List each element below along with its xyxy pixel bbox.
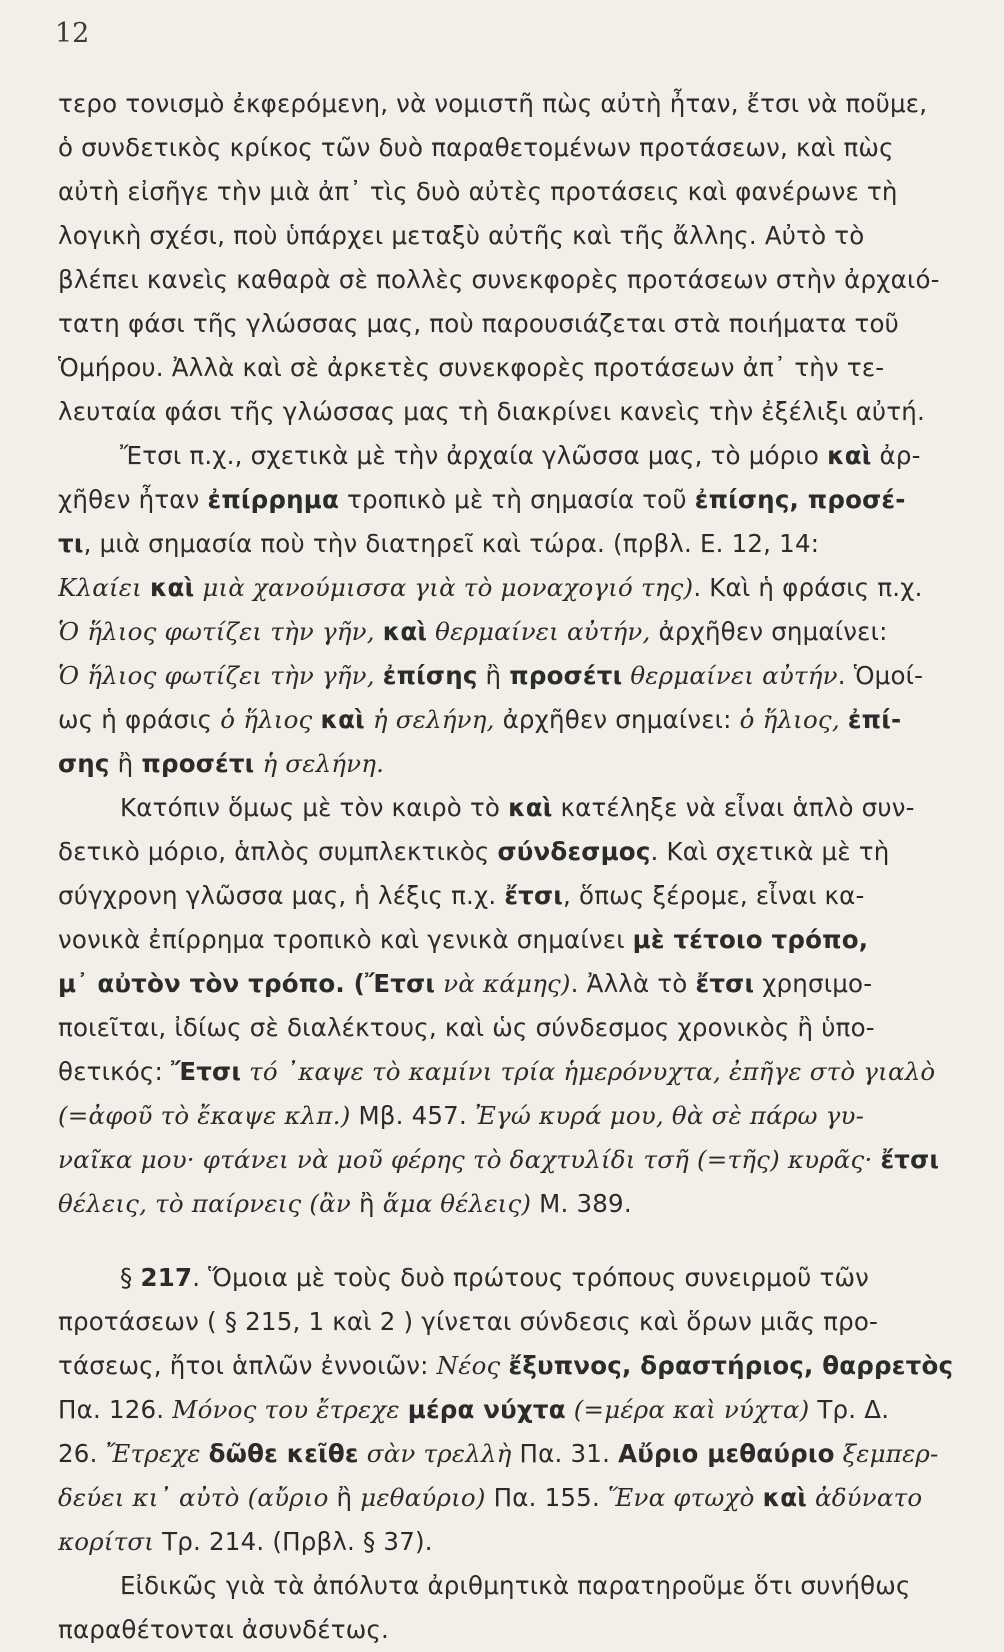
text-line: σης ἢ προσέτι ἡ σελήνη. <box>58 749 385 778</box>
text-line: τατη φάσι τῆς γλώσσας μας, ποὺ παρουσιάζεται στὰ ποιήματα τοῦ <box>58 309 900 338</box>
text-line: προτάσεων ( § 215, 1 καὶ 2 ) γίνεται σύνδεσις καὶ ὅρων μιᾶς προ- <box>58 1307 879 1336</box>
text-line: Ὁ ἥλιος φωτίζει τὴν γῆν, ἐπίσης ἢ προσέτι θερμαίνει αὐτήν. Ὁμοί- <box>58 661 924 690</box>
text-line: § 217. Ὅμοια μὲ τοὺς δυὸ πρώτους τρόπους συνειρμοῦ τῶν <box>120 1263 870 1292</box>
text-line: δετικὸ μόριο, ἁπλὸς συμπλεκτικὸς σύνδεσμος. Καὶ σχετικὰ μὲ τὴ <box>58 837 890 866</box>
text-line: τι, μιὰ σημασία ποὺ τὴν διατηρεῖ καὶ τώρα. (πρβλ. Ε. 12, 14: <box>58 529 820 558</box>
text-line: βλέπει κανεὶς καθαρὰ σὲ πολλὲς συνεκφορὲς προτάσεων στὴν ἀρχαιό- <box>58 265 940 294</box>
text-line: δεύει κι᾿ αὐτὸ (αὔριο ἢ μεθαύριο) Πα. 155. Ἕνα φτωχὸ καὶ ἀδύνατο <box>58 1483 923 1512</box>
text-line: μ᾿ αὐτὸν τὸν τρόπο. (Ἔτσι νὰ κάμης). Ἀλλὰ τὸ ἔτσι χρησιμο- <box>58 969 873 998</box>
text-line: 26. Ἔτρεχε δῶθε κεῖθε σὰν τρελλὴ Πα. 31. Αὔριο μεθαύριο ξεμπερ- <box>58 1439 939 1468</box>
text-line: τάσεως, ἤτοι ἁπλῶν ἐννοιῶν: Νέος ἔξυπνος, δραστήριος, θαρρετὸς <box>58 1351 954 1380</box>
text-line: σύγχρονη γλῶσσα μας, ἡ λέξις π.χ. ἔτσι, ὅπως ξέρομε, εἶναι κα- <box>58 881 865 910</box>
text-line: Εἰδικῶς γιὰ τὰ ἀπόλυτα ἀριθμητικὰ παρατηροῦμε ὅτι συνήθως <box>120 1571 911 1600</box>
text-line: αὐτὴ εἰσῆγε τὴν μιὰ ἀπ᾿ τὶς δυὸ αὐτὲς προτάσεις καὶ φανέρωνε τὴ <box>58 177 898 206</box>
text-line: νονικὰ ἐπίρρημα τροπικὸ καὶ γενικὰ σημαίνει μὲ τέτοιο τρόπο, <box>58 925 869 954</box>
text-line: ὁ συνδετικὸς κρίκος τῶν δυὸ παραθετομένων προτάσεων, καὶ πὼς <box>58 133 894 162</box>
text-line: ως ἡ φράσις ὁ ἥλιος καὶ ἡ σελήνη, ἀρχῆθεν σημαίνει: ὁ ἥλιος, ἐπί- <box>58 705 902 734</box>
text-line: (=ἀφοῦ τὸ ἔκαψε κλπ.) Μβ. 457. Ἐγώ κυρά μου, θὰ σὲ πάρω γυ- <box>58 1101 865 1130</box>
text-line: Κλαίει καὶ μιὰ χανούμισσα γιὰ τὸ μοναχογιό της). Καὶ ἡ φράσις π.χ. <box>58 573 923 602</box>
text-line: Πα. 126. Μόνος του ἔτρεχε μέρα νύχτα (=μέρα καὶ νύχτα) Τρ. Δ. <box>58 1395 890 1424</box>
body-text <box>58 82 968 1652</box>
text-line: ποιεῖται, ἰδίως σὲ διαλέκτους, καὶ ὡς σύνδεσμος χρονικὸς ἢ ὑπο- <box>58 1013 875 1042</box>
page-number: 12 <box>55 18 90 49</box>
text-line: τερο τονισμὸ ἐκφερόμενη, νὰ νομιστῆ πὼς αὐτὴ ἦταν, ἔτσι νὰ ποῦμε, <box>58 89 928 118</box>
text-line: ναῖκα μου· φτάνει νὰ μοῦ φέρης τὸ δαχτυλίδι τσῆ (=τῆς) κυρᾶς· ἔτσι <box>58 1145 940 1174</box>
text-line: κορίτσι Τρ. 214. (Πρβλ. § 37). <box>58 1527 433 1556</box>
text-line: λευταία φάσι τῆς γλώσσας μας τὴ διακρίνει κανεὶς τὴν ἐξέλιξι αὐτή. <box>58 397 925 426</box>
text-line: Ὁμήρου. Ἀλλὰ καὶ σὲ ἀρκετὲς συνεκφορὲς προτάσεων ἀπ᾿ τὴν τε- <box>58 353 885 382</box>
text-line: λογικὴ σχέσι, ποὺ ὑπάρχει μεταξὺ αὐτῆς καὶ τῆς ἄλλης. Αὐτὸ τὸ <box>58 221 865 250</box>
text-line: Κατόπιν ὅμως μὲ τὸν καιρὸ τὸ καὶ κατέληξε νὰ εἶναι ἁπλὸ συν- <box>120 793 915 822</box>
text-line: θετικός: Ἔτσι τό ᾿καψε τὸ καμίνι τρία ἡμερόνυχτα, ἐπῆγε στὸ γιαλὸ <box>58 1057 936 1086</box>
text-line: χῆθεν ἦταν ἐπίρρημα τροπικὸ μὲ τὴ σημασία τοῦ ἐπίσης, προσέ- <box>58 485 906 514</box>
text-line: παραθέτονται ἀσυνδέτως. <box>58 1615 390 1644</box>
text-line: Ἔτσι π.χ., σχετικὰ μὲ τὴν ἀρχαία γλῶσσα μας, τὸ μόριο καὶ ἀρ- <box>120 441 921 470</box>
text-line: θέλεις, τὸ παίρνεις (ἂν ἢ ἅμα θέλεις) Μ. 389. <box>58 1189 632 1218</box>
text-line: Ὁ ἥλιος φωτίζει τὴν γῆν, καὶ θερμαίνει αὐτήν, ἀρχῆθεν σημαίνει: <box>58 617 888 646</box>
